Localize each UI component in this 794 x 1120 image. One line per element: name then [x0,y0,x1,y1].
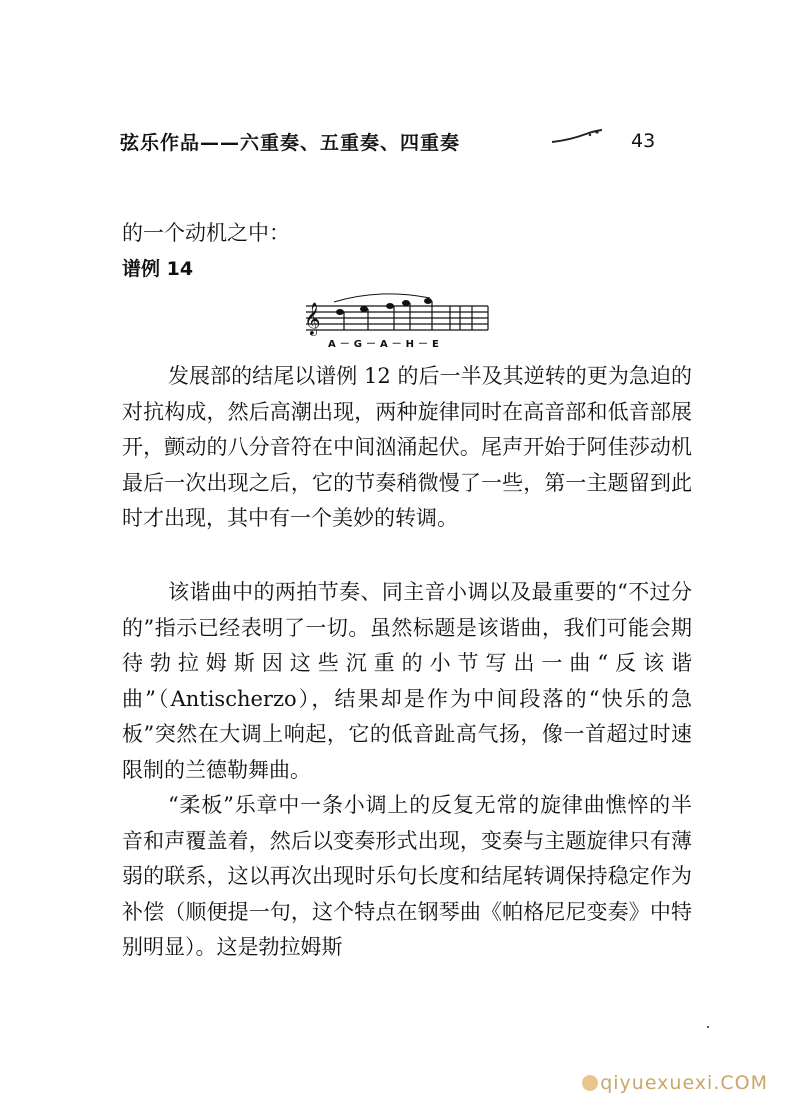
site-watermark [582,1072,768,1094]
paragraph-text: 发展部的结尾以谱例 12 的后一半及其逆转的更为急迫的对抗构成，然后高潮出现，两种旋律同时在高音部和低音部展开，颤动的八分音符在中间汹涌起伏。尾声开始于阿佳莎动机最后一次出现之后，它的节奏稍微慢了一些，第一主题留到此时才出现，其中有一个美妙的转调。 [122,364,692,531]
paragraph-text: “柔板”乐章中一条小调上的反复无常的旋律曲憔悴的半音和声覆盖着，然后以变奏形式出现，变奏与主题旋律只有薄弱的联系，这以再次出现时乐句长度和结尾转调保持稳定作为补偿（顺便提一句，这个特点在钢琴曲《帕格尼尼变奏》中特别明显）。这是勃拉姆斯 [122,793,692,960]
paragraph-3 [122,788,692,966]
watermark-text: qiyuexuexi.COM [600,1072,768,1094]
page-number: 43 [631,130,656,152]
paragraph-1 [122,359,692,537]
ornament-icon [550,128,604,144]
svg-text:𝄞: 𝄞 [304,302,321,335]
example-label: 谱例 14 [122,258,194,280]
intro-line: 的一个动机之中： [122,221,290,245]
watermark-logo-icon [582,1075,598,1091]
paragraph-2 [122,575,692,789]
page-speck [707,1026,709,1028]
running-header: 弦乐作品——六重奏、五重奏、四重奏 [120,132,461,154]
paragraph-text: 该谐曲中的两拍节奏、同主音小调以及最重要的“不过分的”指示已经表明了一切。虽然标题是该谐曲，我们可能会期待勃拉姆斯因这些沉重的小节写出一曲“反该谐曲”（Antischerzo），结果却是作为中间段落的“快乐的急板”突然在大调上响起，它的低音趾高气扬，像一首超过时速限制的兰德勒舞曲。 [122,580,692,782]
score-note-names: A－G－A－H－E [328,339,443,350]
